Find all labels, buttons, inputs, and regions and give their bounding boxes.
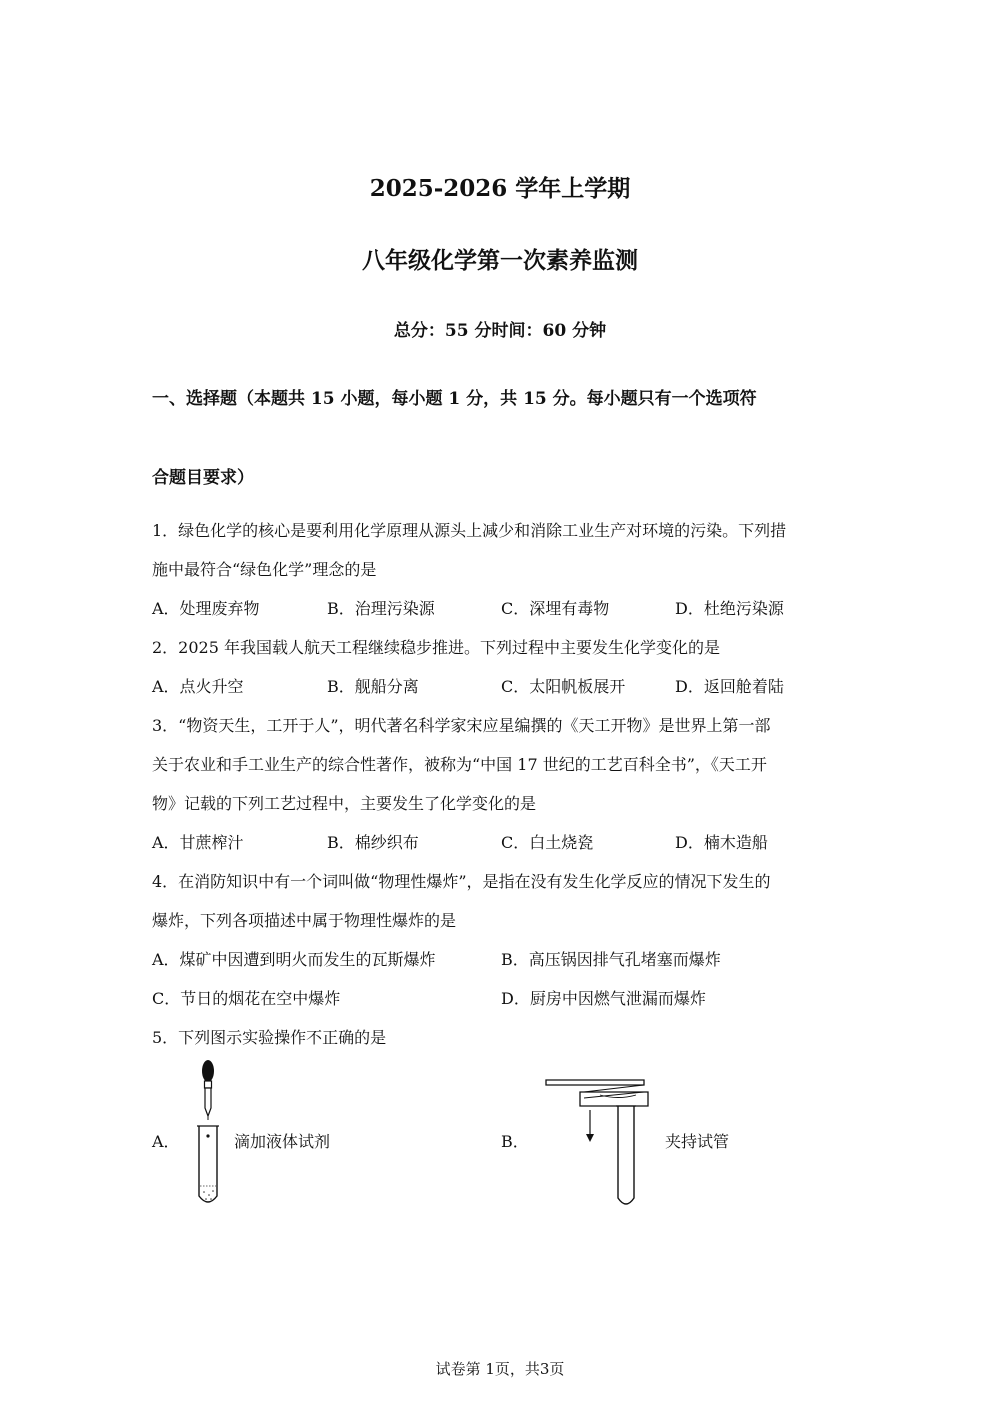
q1-option-d: D．杜绝污染源 (675, 599, 784, 618)
q5-option-b-caption: 夹持试管 (665, 1132, 730, 1151)
question-2-line1: 2．2025 年我国载人航天工程继续稳步推进。下列过程中主要发生化学变化的是 (152, 638, 720, 657)
question-1-line2: 施中最符合“绿色化学”理念的是 (152, 560, 377, 579)
question-4-line2: 爆炸，下列各项描述中属于物理性爆炸的是 (152, 911, 457, 930)
question-3-line1: 3．“物资天生，工开于人”，明代著名科学家宋应星编撰的《天工开物》是世界上第一部 (152, 716, 771, 735)
q2-option-b: B．舰船分离 (327, 677, 419, 696)
section-heading-cont: 合题目要求） (152, 468, 254, 488)
q3-option-a: A．甘蔗榨汁 (152, 833, 244, 852)
test-tube-holder-icon (540, 1076, 655, 1210)
q4-option-b: B．高压锅因排气孔堵塞而爆炸 (501, 950, 721, 969)
q5-option-a: A． (152, 1132, 180, 1151)
question-3-line3: 物》记载的下列工艺过程中，主要发生了化学变化的是 (152, 794, 537, 813)
q3-option-b: B．棉纱织布 (327, 833, 419, 852)
q1-option-c: C．深埋有毒物 (501, 599, 610, 618)
q4-option-c: C．节日的烟花在空中爆炸 (152, 989, 341, 1008)
dropper-test-tube-icon (190, 1058, 226, 1208)
q2-option-c: C．太阳帆板展开 (501, 677, 626, 696)
q1-option-a: A．处理废弃物 (152, 599, 260, 618)
q5-option-a-caption: 滴加液体试剂 (234, 1132, 331, 1151)
q4-option-a: A．煤矿中因遭到明火而发生的瓦斯爆炸 (152, 950, 436, 969)
q5-option-b: B． (501, 1132, 529, 1151)
question-3-line2: 关于农业和手工业生产的综合性著作，被称为“中国 17 世纪的工艺百科全书”，《天工开 (152, 755, 767, 774)
question-5-line1: 5．下列图示实验操作不正确的是 (152, 1028, 387, 1047)
q3-option-d: D．楠木造船 (675, 833, 768, 852)
q1-option-b: B．治理污染源 (327, 599, 435, 618)
q3-option-c: C．白土烧瓷 (501, 833, 594, 852)
question-4-line1: 4．在消防知识中有一个词叫做“物理性爆炸”，是指在没有发生化学反应的情况下发生的 (152, 872, 771, 891)
exam-title-line1: 2025-2026 学年上学期 (369, 175, 631, 202)
page-footer: 试卷第 1页，共3页 (435, 1360, 565, 1378)
question-1-line1: 1．绿色化学的核心是要利用化学原理从源头上减少和消除工业生产对环境的污染。下列措 (152, 521, 787, 540)
score-time: 总分：55 分时间：60 分钟 (393, 321, 607, 341)
exam-title-line2: 八年级化学第一次素养监测 (362, 247, 638, 274)
q2-option-d: D．返回舱着陆 (675, 677, 784, 696)
q4-option-d: D．厨房中因燃气泄漏而爆炸 (501, 989, 706, 1008)
section-heading: 一、选择题（本题共 15 小题，每小题 1 分，共 15 分。每小题只有一个选项符 (152, 389, 757, 409)
q2-option-a: A．点火升空 (152, 677, 244, 696)
